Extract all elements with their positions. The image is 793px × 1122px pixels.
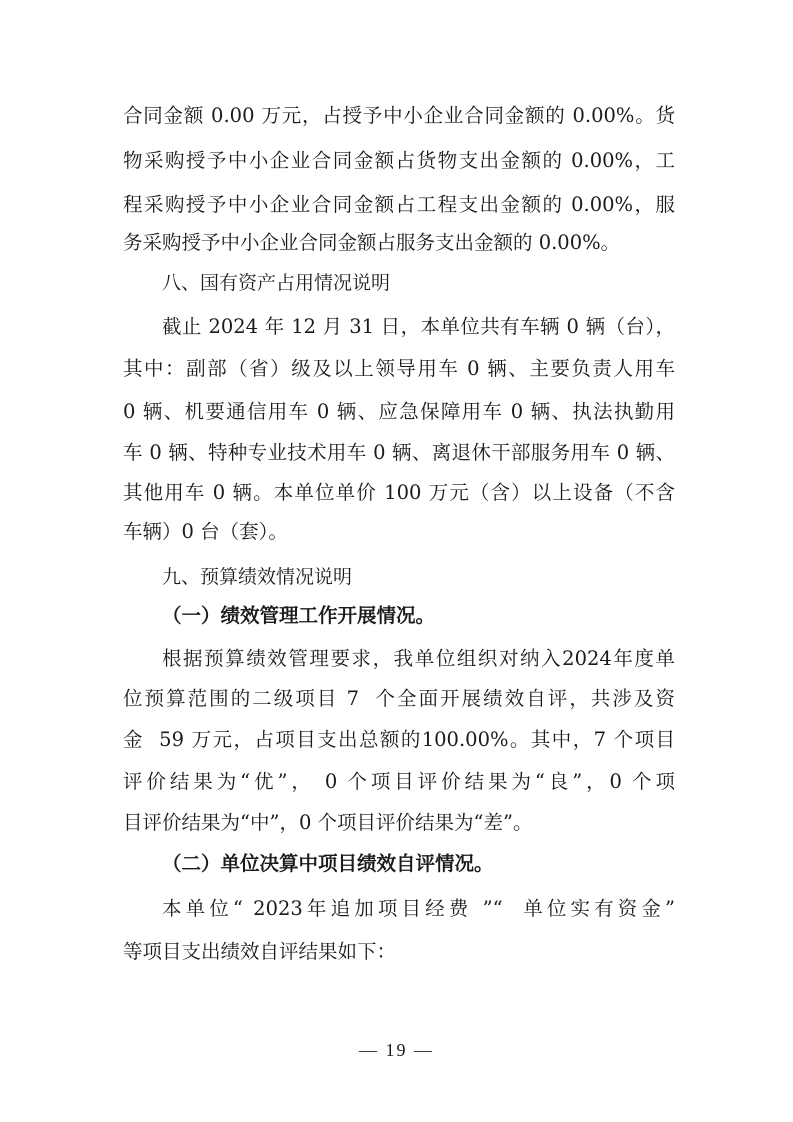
text-line: 0 辆、机要通信用车 0 辆、应急保障用车 0 辆、执法执勤用: [123, 400, 675, 423]
text-line: 物采购授予中小企业合同金额占货物支出金额的 0.00%，工: [123, 149, 675, 172]
text-line: 车 0 辆、特种专业技术用车 0 辆、离退休干部服务用车 0 辆、: [123, 441, 675, 464]
text-line: 目评价结果为“中”，0 个项目评价结果为“差”。: [123, 811, 533, 834]
text-line: 其他用车 0 辆。本单位单价 100 万元（含）以上设备（不含: [123, 481, 675, 504]
section-heading-8: 八、国有资产占用情况说明: [162, 272, 391, 294]
text-line: 位预算范围的二级项目 7 个全面开展绩效自评，共涉及资: [123, 687, 675, 710]
subsection-heading-2: （二）单位决算中项目绩效自评情况。: [162, 852, 494, 875]
page-number: — 19 —: [359, 1040, 434, 1060]
text-line: 车辆）0 台（套）。: [123, 520, 288, 543]
section-heading-9: 九、预算绩效情况说明: [162, 566, 353, 588]
text-line: 根据预算绩效管理要求，我单位组织对纳入2024年度单: [162, 647, 675, 670]
text-line: 截止 2024 年 12 月 31 日，本单位共有车辆 0 辆（台），: [162, 315, 675, 338]
text-line: 程采购授予中小企业合同金额占工程支出金额的 0.00%，服: [123, 193, 675, 216]
text-line: 合同金额 0.00 万元，占授予中小企业合同金额的 0.00%。货: [123, 104, 675, 127]
text-line: 其中：副部（省）级及以上领导用车 0 辆、主要负责人用车: [123, 357, 675, 380]
subsection-heading-1: （一）绩效管理工作开展情况。: [162, 604, 436, 627]
text-line: 评价结果为“优”， 0 个项目评价结果为“良”，0 个项: [123, 770, 675, 793]
text-line: 务采购授予中小企业合同金额占服务支出金额的 0.00%。: [123, 231, 621, 254]
text-line: 等项目支出绩效自评结果如下：: [123, 940, 397, 963]
text-line: 本单位“ 2023年追加项目经费 ”“ 单位实有资金”: [162, 897, 675, 920]
text-line: 金 59 万元，占项目支出总额的100.00%。其中，7 个项目: [123, 728, 675, 751]
